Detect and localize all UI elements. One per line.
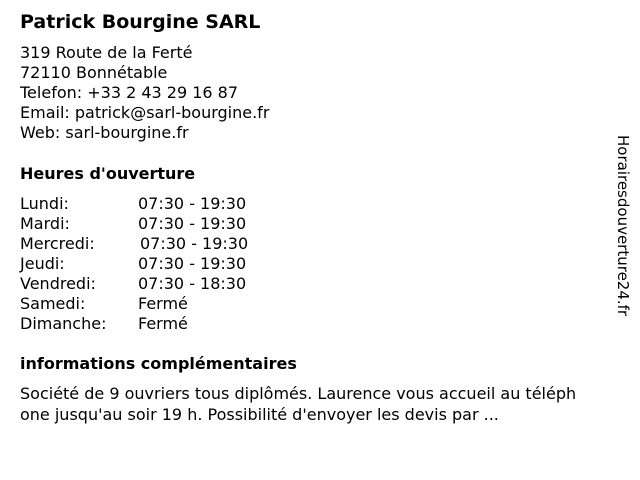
opening-hours-heading: Heures d'ouverture (20, 164, 196, 183)
day-label: Samedi: (20, 294, 86, 313)
business-name: Patrick Bourgine SARL (20, 11, 261, 33)
business-description (20, 383, 620, 425)
day-label: Lundi: (20, 194, 69, 213)
day-hours: 07:30 - 19:30 (140, 234, 249, 253)
day-label: Dimanche: (20, 314, 107, 333)
day-label: Jeudi: (20, 254, 65, 273)
day-label: Mardi: (20, 214, 70, 233)
day-hours: Fermé (138, 294, 188, 313)
day-hours: 07:30 - 19:30 (138, 194, 247, 213)
website: Web: sarl-bourgine.fr (20, 123, 189, 142)
additional-info-heading: informations complémentaires (20, 354, 297, 373)
street-address: 319 Route de la Ferté (20, 43, 193, 62)
day-label: Mercredi: (20, 234, 95, 253)
day-hours: 07:30 - 18:30 (138, 274, 247, 293)
phone-number: Telefon: +33 2 43 29 16 87 (20, 83, 239, 102)
day-hours: 07:30 - 19:30 (138, 254, 247, 273)
contact-block (20, 43, 269, 143)
city-address: 72110 Bonnétable (20, 63, 168, 82)
email-address: Email: patrick@sarl-bourgine.fr (20, 103, 270, 122)
site-watermark: Horairesdouverture24.fr (614, 135, 632, 317)
day-hours: Fermé (138, 314, 188, 333)
day-hours: 07:30 - 19:30 (138, 214, 247, 233)
description-line: Société de 9 ouvriers tous diplômés. Laurence vous accueil au téléph (20, 384, 577, 403)
day-label: Vendredi: (20, 274, 96, 293)
description-line: one jusqu'au soir 19 h. Possibilité d'envoyer les devis par ... (20, 405, 499, 424)
